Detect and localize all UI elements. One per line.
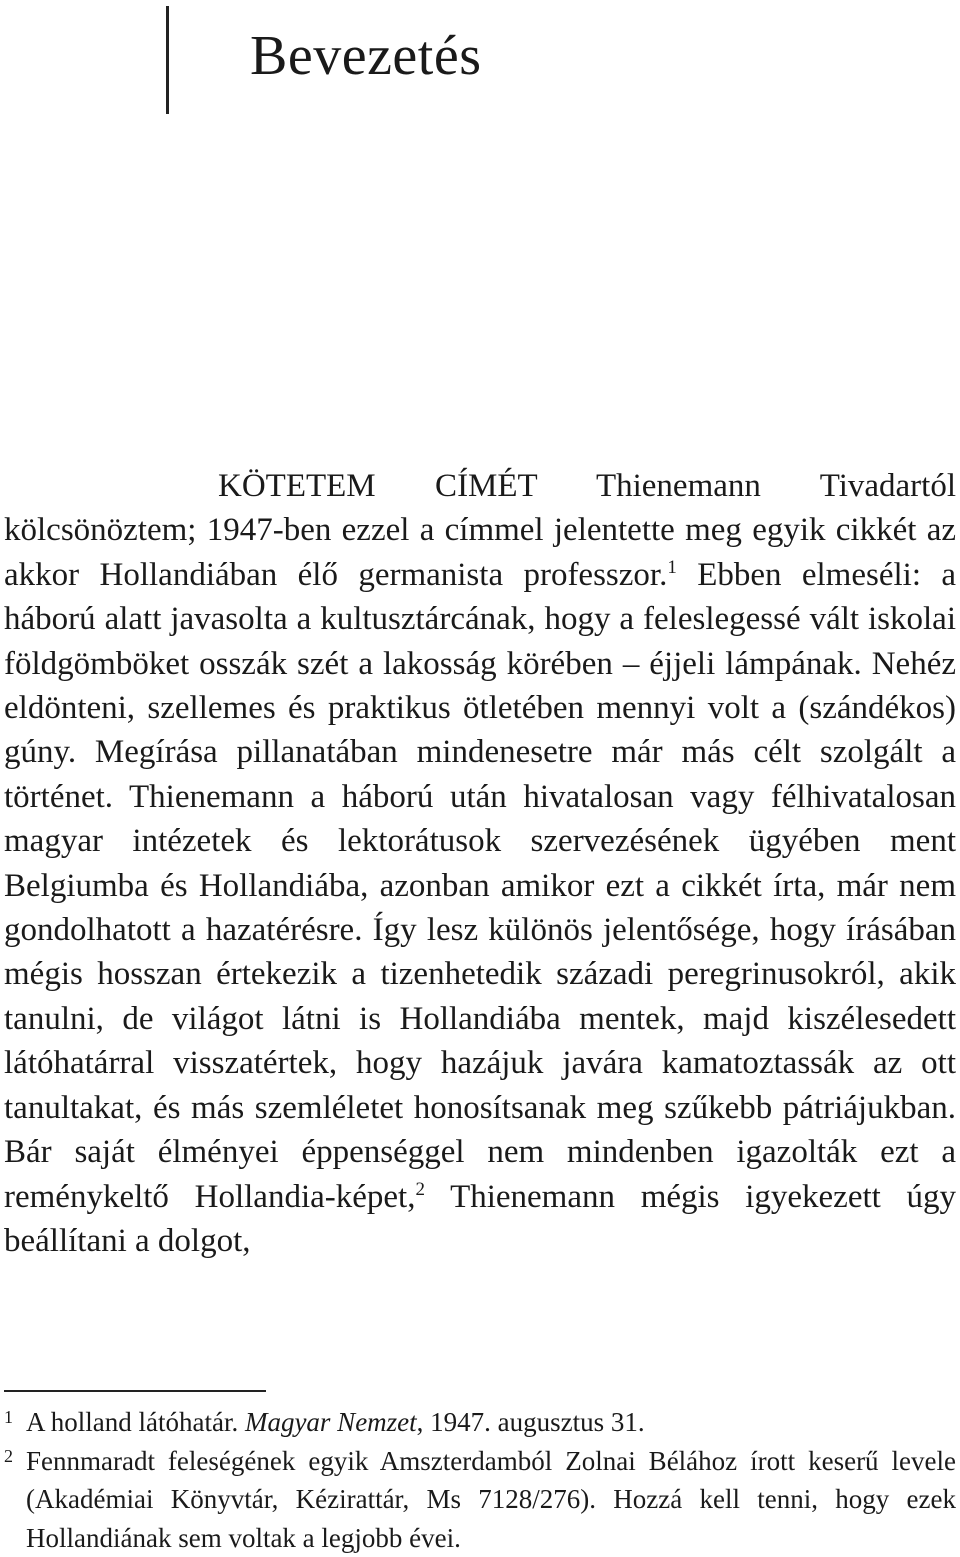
- footnote-text: , 1947. augusztus 31.: [416, 1407, 645, 1437]
- footnote-italic-title: Magyar Nemzet: [244, 1407, 417, 1437]
- footnote-text: A holland látóhatár.: [26, 1407, 245, 1437]
- body-text-segment-3: Thienemann mégis igyekezett úgy beállítani a dolgot,: [4, 1178, 956, 1259]
- footnote-reference-1[interactable]: 1: [667, 556, 677, 578]
- chapter-vertical-rule: [166, 6, 169, 114]
- footnote-2: [4, 1442, 956, 1557]
- chapter-title: Bevezetés: [250, 25, 482, 87]
- footnote-separator: [4, 1390, 266, 1392]
- lead-caps: KÖTETEM CÍMÉT: [218, 468, 538, 504]
- body-paragraph: [4, 464, 956, 1263]
- footnote-number: 1: [4, 1407, 13, 1427]
- footnote-1: [4, 1403, 956, 1442]
- body-text-segment-2: Ebben elmeséli: a háború alatt javasolta a kultusztárcának, hogy a feleslegessé vált iskolai földgömböket osszák szét a lakosság körében – éjjeli lámpának. Nehéz eldönteni, szellemes és praktikus ötletében mennyi volt a (szándékos) gúny. Megírása pillanatában mindenesetre már más célt szolgált a történet. Thienemann a háború után hivatalosan vagy félhivatalosan magyar intézetek és lektorátusok szervezésének ügyében ment Belgiumba és Hollandiába, azonban amikor ezt a cikkét írta, már nem gondolhatott a hazatérésre. Így lesz különös jelentősége, hogy írásában mégis hosszan értekezik a tizenhetedik századi peregrinusokról, akik tanulni, de világot látni is Hollandiába mentek, majd kiszélesedett látóhatárral visszatértek, hogy hazájuk javára kamatoztassák az ott tanultakat, és más szemléletet honosítsanak meg szűkebb pátriájukban. Bár saját élményei éppenséggel nem mindenben igazolták ezt a reménykeltő Hollandia-képet,: [4, 556, 957, 1215]
- footnote-reference-2[interactable]: 2: [415, 1178, 425, 1200]
- footnote-text: Fennmaradt feleségének egyik Amszterdamból Zolnai Bélához írott keserű levele (Akadémiai Könyvtár, Kézirattár, Ms 7128/276). Hozzá kell tenni, hogy ezek Hollandiának sem voltak a legjobb évei.: [26, 1445, 956, 1553]
- body-text-segment-1: Thienemann Tivadartól kölcsönöztem; 1947-ben ezzel a címmel jelentette meg egyik cikkét az akkor Hollandiában élő germanista professzor.: [4, 468, 956, 593]
- footnote-number: 2: [4, 1445, 13, 1466]
- footnote-list: [4, 1403, 956, 1557]
